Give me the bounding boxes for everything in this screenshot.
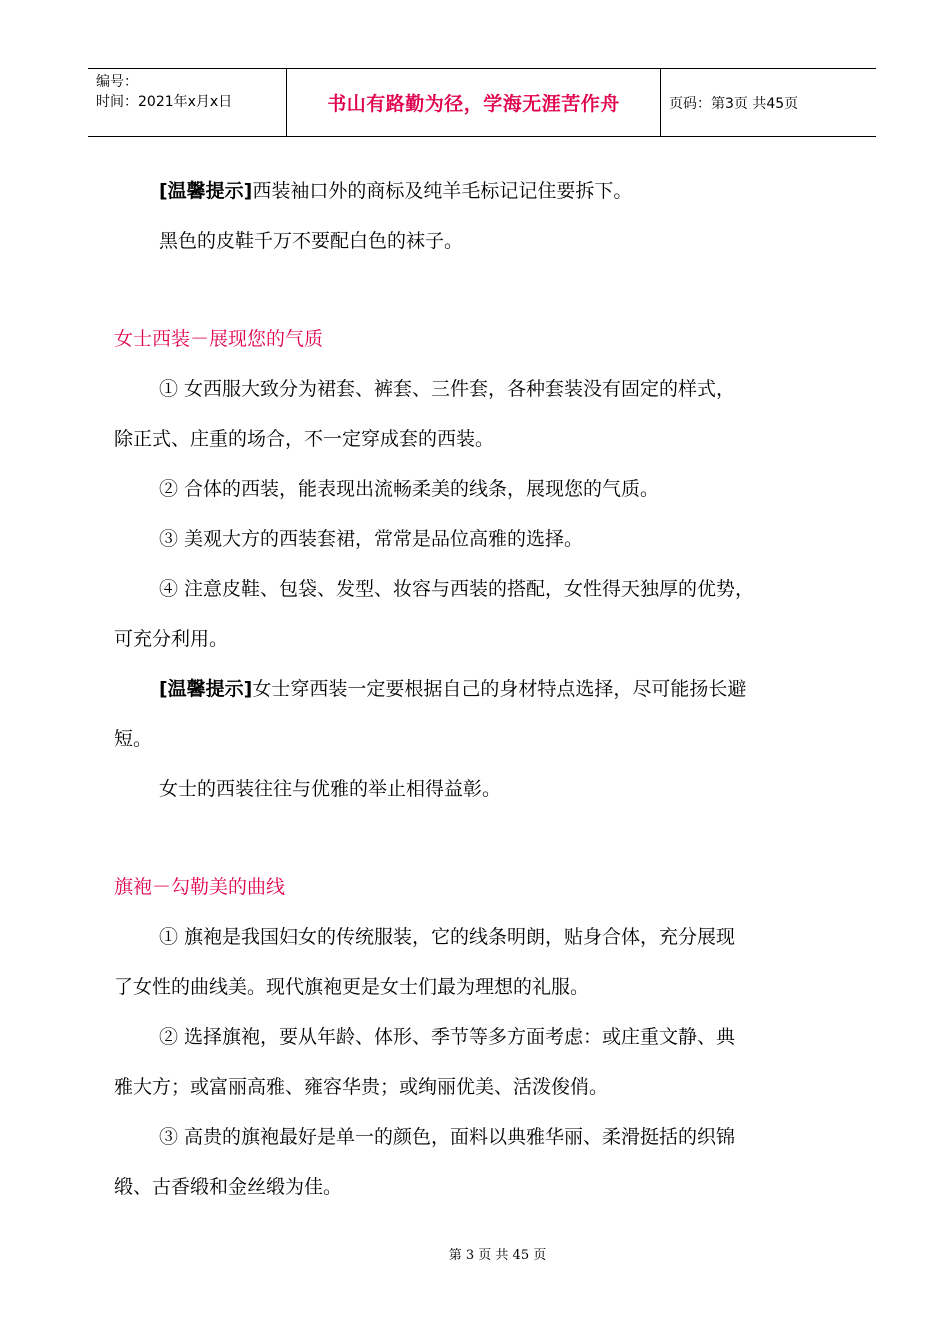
women-item-4-line-2: 可充分利用。 xyxy=(114,628,229,650)
women-item-1-line-2: 除正式、庄重的场合，不一定穿成套的西装。 xyxy=(114,428,495,450)
tip-label-2: [温馨提示] xyxy=(159,678,253,700)
qipao-item-1-line-2: 了女性的曲线美。现代旗袍更是女士们最为理想的礼服。 xyxy=(114,976,590,998)
tip-paragraph-2 xyxy=(114,664,864,714)
tip-text-2: 女士穿西装一定要根据自己的身材特点选择，尽可能扬长避 xyxy=(252,678,747,700)
section-heading-women-suit: 女士西装－展现您的气质 xyxy=(114,328,324,350)
section-heading-qipao: 旗袍－勾勒美的曲线 xyxy=(114,876,286,898)
qipao-item-3-line-2: 缎、古香缎和金丝缎为佳。 xyxy=(114,1176,343,1198)
spacer xyxy=(114,814,864,862)
qipao-item-3-line-1: ③ 高贵的旗袍最好是单一的颜色，面料以典雅华丽、柔滑挺括的织锦 xyxy=(159,1126,736,1148)
page-footer: 第 3 页 共 45 页 xyxy=(448,1248,547,1263)
header-motto: 书山有路勤为径，学海无涯苦作舟 xyxy=(287,69,661,136)
qipao-item-2-line-2: 雅大方；或富丽高雅、雍容华贵；或绚丽优美、活泼俊俏。 xyxy=(114,1076,609,1098)
paragraph-shoes: 黑色的皮鞋千万不要配白色的袜子。 xyxy=(159,230,464,252)
document-body xyxy=(114,166,864,1212)
women-item-3: ③ 美观大方的西装套裙，常常是品位高雅的选择。 xyxy=(159,528,584,550)
time-label: 时间：2021年x月x日 xyxy=(96,94,233,110)
tip-paragraph-1 xyxy=(114,166,864,216)
qipao-item-1-line-1: ① 旗袍是我国妇女的传统服装，它的线条明朗，贴身合体，充分展现 xyxy=(159,926,736,948)
number-label: 编号： xyxy=(96,74,138,90)
qipao-item-2-line-1: ② 选择旗袍，要从年龄、体形、季节等多方面考虑：或庄重文静、典 xyxy=(159,1026,736,1048)
women-item-2: ② 合体的西装，能表现出流畅柔美的线条，展现您的气质。 xyxy=(159,478,660,500)
women-item-4-line-1: ④ 注意皮鞋、包袋、发型、妆容与西装的搭配，女性得天独厚的优势， xyxy=(159,578,755,600)
spacer xyxy=(114,266,864,314)
tip-paragraph-2-line-2: 短。 xyxy=(114,728,153,750)
tip-text-1: 西装袖口外的商标及纯羊毛标记记住要拆下。 xyxy=(252,180,633,202)
women-item-5: 女士的西装往往与优雅的举止相得益彰。 xyxy=(159,778,502,800)
header-meta xyxy=(88,69,287,136)
page-header xyxy=(88,68,876,137)
women-item-1-line-1: ① 女西服大致分为裙套、裤套、三件套，各种套装没有固定的样式， xyxy=(159,378,736,400)
tip-label: [温馨提示] xyxy=(159,180,253,202)
header-page-info: 页码：第3页 共45页 xyxy=(669,95,799,112)
